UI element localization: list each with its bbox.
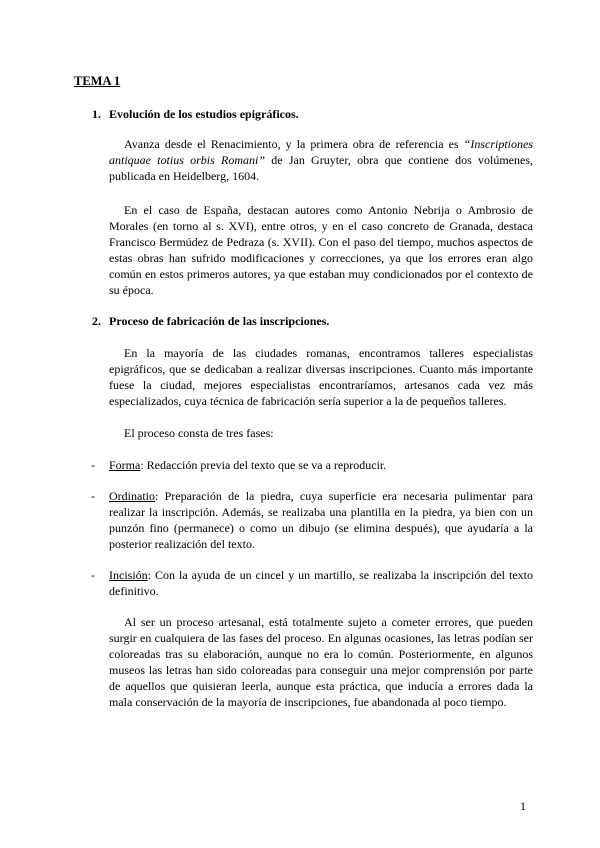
paragraph-text: Avanza desde el Renacimiento, y la primera obra de referencia es — [124, 137, 464, 151]
phase-text — [109, 567, 533, 599]
section-1-paragraph-1 — [109, 122, 533, 184]
section-2-paragraph-3: Al ser un proceso artesanal, está totalmente sujeto a cometer errores, que pueden surgir en cualquiera de las fases del proceso. En algunas ocasiones, las letras podían ser coloreadas tras su elaboración, aunque no era lo común. Posteriormente, en algunos museos las letras han sido coloreadas para conseguir una mejor comprensión por parte de aquellos que quisieran leerla, aunque esta práctica, que inducía a errores dada la mala conservación de la mayoría de inscripciones, fue abandonada al poco tiempo. — [109, 615, 533, 709]
section-2-paragraph-1: En la mayoría de las ciudades romanas, encontramos talleres especialistas epigráficos, que se dedicaban a realizar diversas inscripciones. Cuanto más importante fuese la ciudad, mejores especialistas encontraríamos, artesanos cada vez más especializados, cuya técnica de fabricación sería superior a la de pequeños talleres. — [109, 346, 533, 408]
paragraph-text: de Jan Gruyter, obra que contiene dos volúmenes, publicada en Heidelberg, 1604. — [109, 153, 534, 183]
phase-text — [109, 488, 533, 552]
section-2-paragraph-2: El proceso consta de tres fases: — [124, 426, 274, 440]
phase-description: : Con la ayuda de un cincel y un martillo, se realizaba la inscripción del texto definitivo. — [109, 568, 533, 598]
list-dash: - — [91, 489, 95, 503]
section-1-title: Evolución de los estudios epigráficos. — [109, 107, 299, 121]
list-dash: - — [91, 568, 95, 582]
phase-term: Ordinatio — [109, 489, 155, 503]
phase-description: : Preparación de la piedra, cuya superficie era necesaria pulimentar para realizar la inscripción. Además, se realizaba una plantilla en la piedra, ya bien con un punzón fino (permanece) o como un dibujo (se elimina después), que ayudaría a la posterior realización del texto. — [109, 489, 533, 551]
phase-text — [109, 457, 533, 473]
section-2-number: 2. — [92, 314, 101, 328]
phase-term: Forma — [109, 458, 141, 472]
page-number: 1 — [520, 799, 526, 813]
section-2-heading — [92, 313, 329, 329]
work-title-italic: “Inscriptiones antiquae totius orbis Romani” — [109, 137, 533, 167]
section-1-paragraph-2: En el caso de España, destacan autores como Antonio Nebrija o Ambrosio de Morales (en torno al s. XVI), entre otros, y en el caso concreto de Granada, destaca Francisco Bermúdez de Pedraza (s. XVII). Con el paso del tiempo, muchos aspectos de estas obras han sufrido modificaciones y correcciones, ya que los errores eran algo común en estos primeros autores, ya que estaban muy condicionados por el contexto de su época. — [109, 203, 533, 297]
phase-description: : Redacción previa del texto que se va a reproducir. — [140, 458, 387, 472]
phase-term: Incisión — [109, 568, 148, 582]
section-2-title: Proceso de fabricación de las inscripciones. — [109, 314, 330, 328]
section-1-heading — [92, 106, 299, 122]
section-1-number: 1. — [92, 107, 101, 121]
list-dash: - — [91, 458, 95, 472]
document-title: TEMA 1 — [74, 74, 121, 88]
